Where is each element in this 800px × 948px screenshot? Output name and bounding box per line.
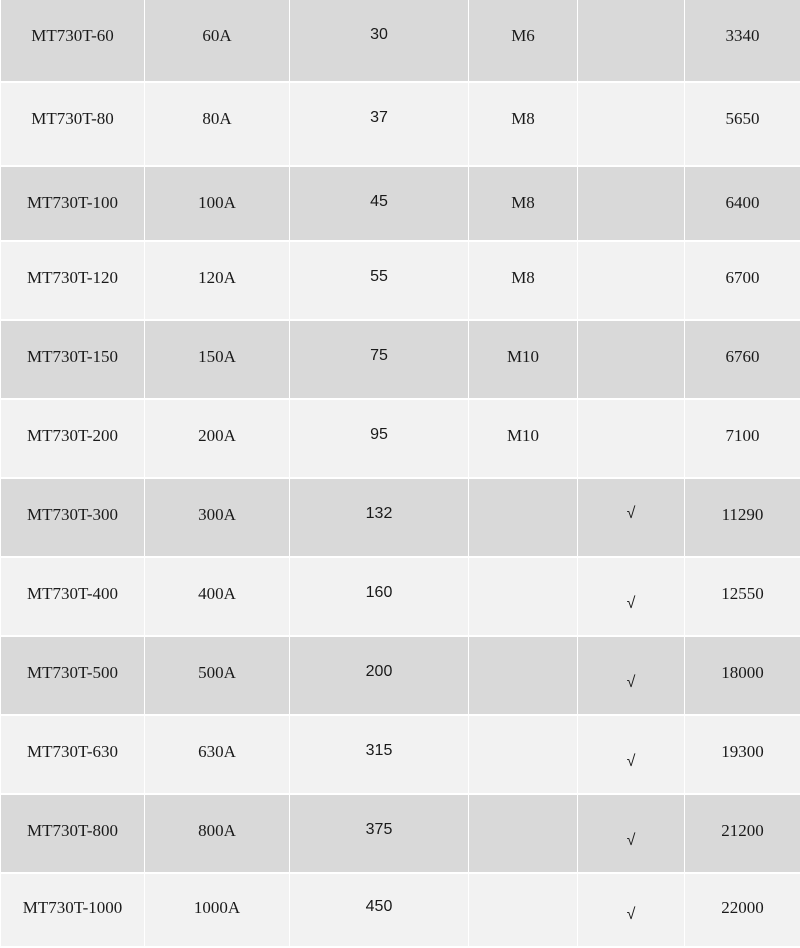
thread-cell: M10 <box>469 399 578 478</box>
table-row <box>1 873 800 947</box>
model-cell: MT730T-200 <box>1 399 145 478</box>
check-cell <box>578 82 685 166</box>
price-cell: 6760 <box>685 320 800 399</box>
value-cell: 315 <box>290 715 469 794</box>
check-cell: √ <box>578 636 685 715</box>
current-cell: 800A <box>145 794 290 873</box>
thread-cell: M10 <box>469 320 578 399</box>
check-cell: √ <box>578 557 685 636</box>
thread-cell: M6 <box>469 0 578 82</box>
price-cell: 6700 <box>685 241 800 320</box>
model-cell: MT730T-500 <box>1 636 145 715</box>
check-cell: √ <box>578 794 685 873</box>
table-row <box>1 715 800 794</box>
current-cell: 400A <box>145 557 290 636</box>
thread-cell <box>469 794 578 873</box>
value-cell: 45 <box>290 166 469 241</box>
model-cell: MT730T-60 <box>1 0 145 82</box>
thread-cell <box>469 557 578 636</box>
check-cell: √ <box>578 478 685 557</box>
value-cell: 30 <box>290 0 469 82</box>
current-cell: 630A <box>145 715 290 794</box>
price-cell: 6400 <box>685 166 800 241</box>
current-cell: 200A <box>145 399 290 478</box>
price-cell: 18000 <box>685 636 800 715</box>
current-cell: 100A <box>145 166 290 241</box>
model-cell: MT730T-800 <box>1 794 145 873</box>
table-row <box>1 399 800 478</box>
thread-cell <box>469 873 578 947</box>
model-cell: MT730T-150 <box>1 320 145 399</box>
table-row <box>1 320 800 399</box>
price-cell: 5650 <box>685 82 800 166</box>
check-cell: √ <box>578 715 685 794</box>
price-cell: 7100 <box>685 399 800 478</box>
check-cell: √ <box>578 873 685 947</box>
table-row <box>1 166 800 241</box>
table-row <box>1 241 800 320</box>
price-cell: 21200 <box>685 794 800 873</box>
value-cell: 132 <box>290 478 469 557</box>
model-cell: MT730T-300 <box>1 478 145 557</box>
table-row <box>1 636 800 715</box>
price-cell: 12550 <box>685 557 800 636</box>
price-cell: 19300 <box>685 715 800 794</box>
current-cell: 1000A <box>145 873 290 947</box>
price-cell: 3340 <box>685 0 800 82</box>
model-cell: MT730T-80 <box>1 82 145 166</box>
value-cell: 95 <box>290 399 469 478</box>
check-cell <box>578 166 685 241</box>
current-cell: 80A <box>145 82 290 166</box>
model-cell: MT730T-1000 <box>1 873 145 947</box>
current-cell: 300A <box>145 478 290 557</box>
current-cell: 150A <box>145 320 290 399</box>
model-cell: MT730T-400 <box>1 557 145 636</box>
price-cell: 22000 <box>685 873 800 947</box>
current-cell: 60A <box>145 0 290 82</box>
value-cell: 375 <box>290 794 469 873</box>
thread-cell: M8 <box>469 166 578 241</box>
check-cell <box>578 399 685 478</box>
check-cell <box>578 320 685 399</box>
model-cell: MT730T-100 <box>1 166 145 241</box>
value-cell: 450 <box>290 873 469 947</box>
thread-cell <box>469 478 578 557</box>
thread-cell <box>469 715 578 794</box>
table-row <box>1 557 800 636</box>
model-cell: MT730T-120 <box>1 241 145 320</box>
model-cell: MT730T-630 <box>1 715 145 794</box>
value-cell: 200 <box>290 636 469 715</box>
current-cell: 120A <box>145 241 290 320</box>
current-cell: 500A <box>145 636 290 715</box>
value-cell: 55 <box>290 241 469 320</box>
check-cell <box>578 241 685 320</box>
value-cell: 160 <box>290 557 469 636</box>
thread-cell: M8 <box>469 82 578 166</box>
value-cell: 37 <box>290 82 469 166</box>
price-cell: 11290 <box>685 478 800 557</box>
table-row <box>1 478 800 557</box>
table-row <box>1 82 800 166</box>
table-row <box>1 794 800 873</box>
thread-cell: M8 <box>469 241 578 320</box>
value-cell: 75 <box>290 320 469 399</box>
check-cell <box>578 0 685 82</box>
thread-cell <box>469 636 578 715</box>
table-row <box>1 0 800 82</box>
